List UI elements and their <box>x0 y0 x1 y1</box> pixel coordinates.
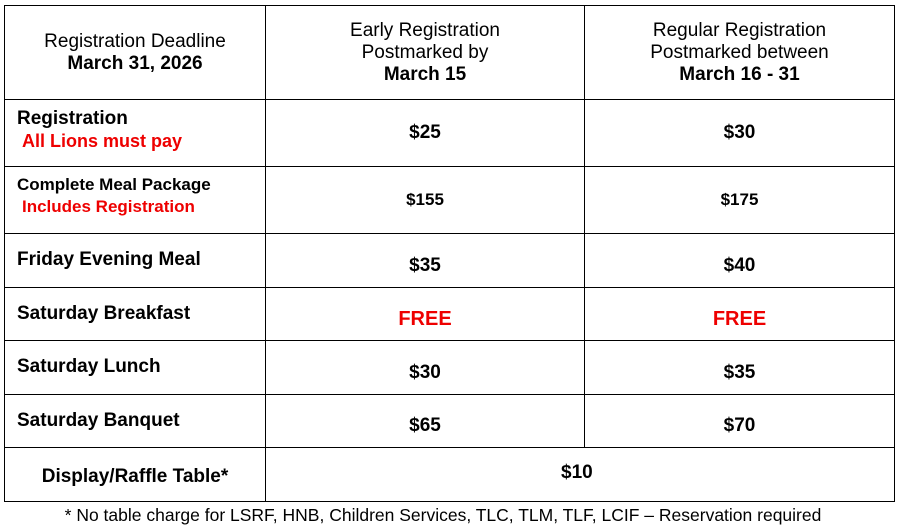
table-row <box>5 234 895 288</box>
row-label <box>5 167 266 234</box>
regular-price: $40 <box>585 234 895 288</box>
early-title: Early Registration <box>350 19 500 41</box>
item-note: Includes Registration <box>22 197 195 216</box>
table-row <box>5 167 895 234</box>
registration-fee-table <box>4 5 895 502</box>
table-row <box>5 341 895 395</box>
early-subtitle: Postmarked by <box>361 41 489 63</box>
row-label: Saturday Lunch <box>5 341 266 395</box>
regular-title: Regular Registration <box>652 19 827 41</box>
row-label <box>5 100 266 167</box>
table-row <box>5 395 895 448</box>
deadline-date: March 31, 2026 <box>67 52 203 74</box>
header-early <box>266 6 585 100</box>
display-table-price: $10 <box>266 448 895 502</box>
display-table-row <box>5 448 895 502</box>
regular-date: March 16 - 31 <box>679 63 800 85</box>
header-row <box>5 6 895 100</box>
deadline-label: Registration Deadline <box>44 30 226 52</box>
early-price: $65 <box>266 395 585 448</box>
item-note: All Lions must pay <box>22 131 183 151</box>
early-price: $25 <box>266 100 585 167</box>
footnote: * No table charge for LSRF, HNB, Children Services, TLC, TLM, TLF, LCIF – Reservation required <box>64 505 822 525</box>
early-date: March 15 <box>383 63 467 85</box>
early-price: $30 <box>266 341 585 395</box>
header-deadline <box>5 6 266 100</box>
item-name: Registration <box>17 108 128 129</box>
early-price: FREE <box>266 288 585 341</box>
item-name: Complete Meal Package <box>17 175 211 194</box>
table-row <box>5 288 895 341</box>
row-label: Saturday Banquet <box>5 395 266 448</box>
regular-price: FREE <box>585 288 895 341</box>
early-price: $155 <box>266 167 585 234</box>
regular-price: $35 <box>585 341 895 395</box>
header-regular <box>585 6 895 100</box>
regular-price: $70 <box>585 395 895 448</box>
display-table-label: Display/Raffle Table* <box>5 448 266 502</box>
regular-subtitle: Postmarked between <box>650 41 829 63</box>
row-label: Saturday Breakfast <box>5 288 266 341</box>
regular-price: $30 <box>585 100 895 167</box>
early-price: $35 <box>266 234 585 288</box>
row-label: Friday Evening Meal <box>5 234 266 288</box>
table-row <box>5 100 895 167</box>
regular-price: $175 <box>585 167 895 234</box>
